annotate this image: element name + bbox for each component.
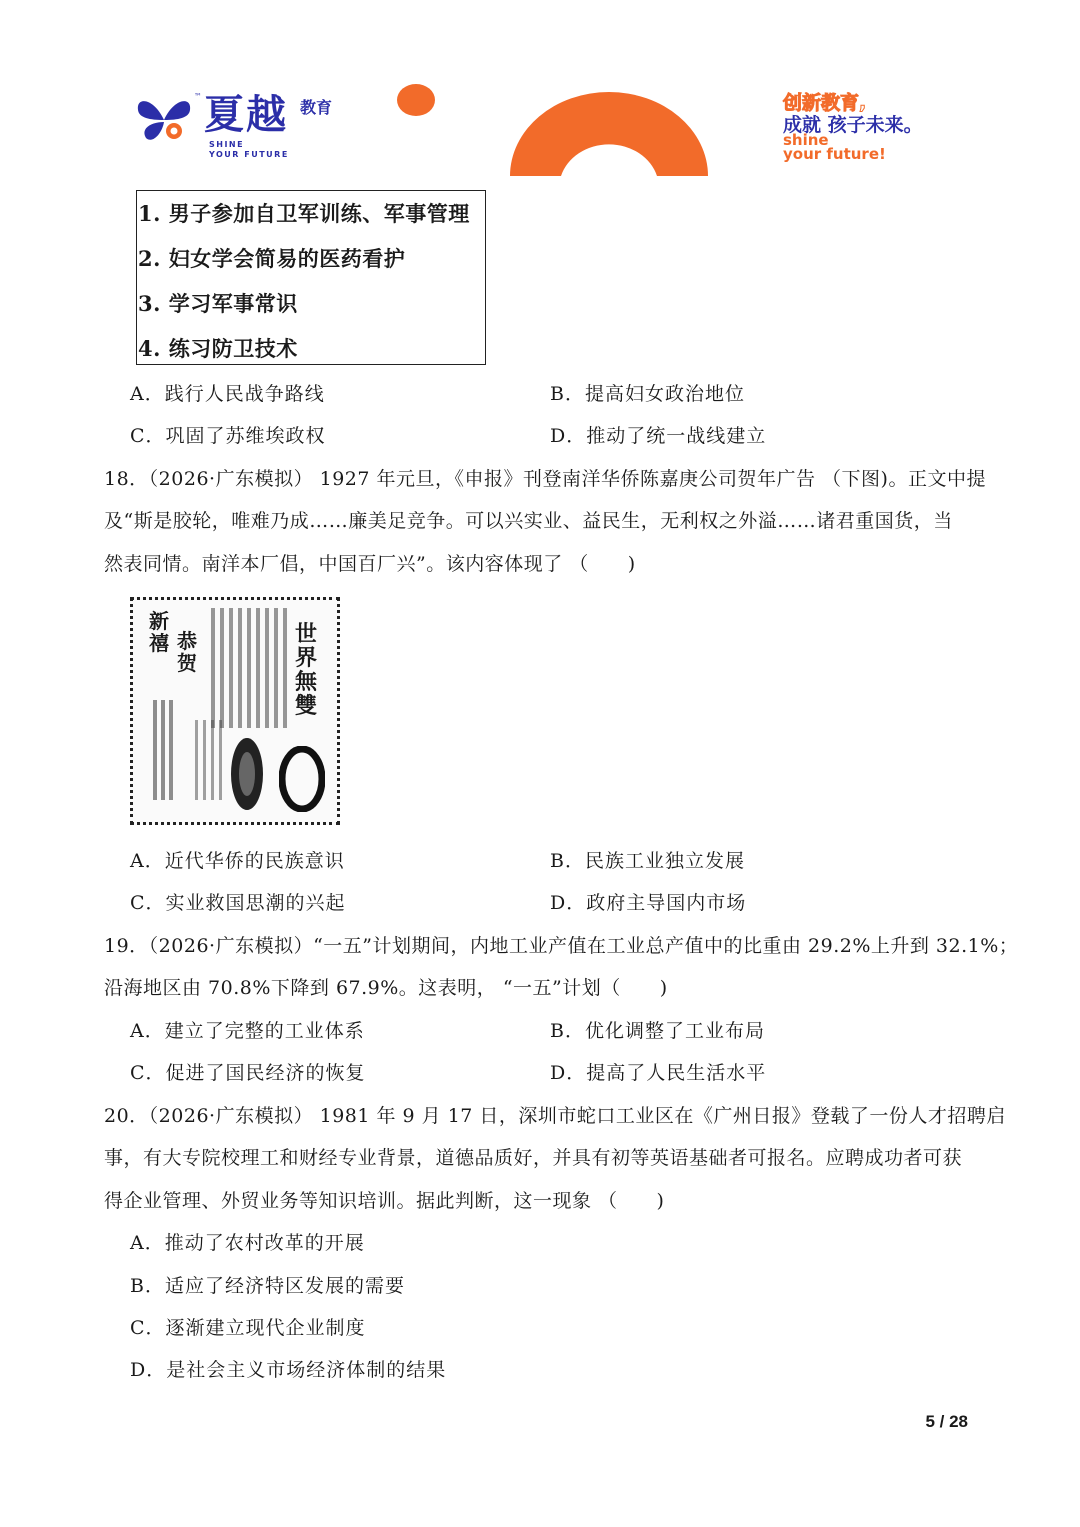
q19-stem-line: 19．（2026·广东模拟）“一五”计划期间，内地工业产值在工业总产值中的比重由 29.2%上升到 32.1%； bbox=[104, 935, 1019, 957]
logo-suffix: 教育 bbox=[300, 98, 333, 117]
newspaper-text-left-mid: 恭贺 bbox=[177, 629, 197, 675]
tire-ring-icon bbox=[279, 746, 325, 812]
q17-box-item: 3. 学习军事常识 bbox=[138, 291, 298, 316]
q20-option-d bbox=[130, 1358, 446, 1382]
butterfly-logo-icon bbox=[134, 94, 194, 144]
option-letter: B． bbox=[130, 1275, 165, 1297]
q18-stem-line: 及“斯是胶轮，唯难乃成……廉美足竞争。可以兴实业、益民生，无利权之外溢……诸君重国货，当 bbox=[104, 510, 953, 532]
q18-option-a bbox=[130, 849, 345, 873]
q18-option-b bbox=[550, 849, 745, 873]
option-text: 是社会主义市场经济体制的结果 bbox=[166, 1359, 447, 1381]
q19-option-a bbox=[130, 1019, 365, 1043]
option-text: 推动了统一战线建立 bbox=[586, 425, 767, 447]
option-text: 建立了完整的工业体系 bbox=[164, 1020, 365, 1042]
q19-option-b bbox=[550, 1019, 765, 1043]
slogan-line1: 创新教育, bbox=[783, 92, 867, 114]
q17-option-a bbox=[130, 382, 325, 406]
q17-box-item: 2. 妇女学会简易的医药看护 bbox=[138, 246, 406, 271]
decor-orange-dot-icon bbox=[396, 82, 436, 118]
q18-stem-line: 18．（2026·广东模拟） 1927 年元旦，《申报》刊登南洋华侨陈嘉庚公司贺年广告 （下图)。正文中提 bbox=[104, 468, 986, 490]
logo-name: 夏越 bbox=[204, 92, 288, 138]
q20-stem-line: 事，有大专院校理工和财经专业背景，道德品质好，并具有初等英语基础者可报名。应聘成功者可获 bbox=[104, 1147, 963, 1169]
newspaper-ad-image bbox=[130, 597, 340, 825]
q19-option-d bbox=[550, 1061, 766, 1085]
q18-option-c bbox=[130, 891, 346, 915]
q20-option-b bbox=[130, 1274, 405, 1298]
q18-stem-line: 然表同情。南洋本厂倡，中国百厂兴”。该内容体现了 （ ) bbox=[104, 553, 636, 575]
option-letter: C． bbox=[130, 892, 166, 914]
option-letter: A． bbox=[130, 850, 165, 872]
option-letter: A． bbox=[130, 383, 165, 405]
q17-option-b bbox=[550, 382, 745, 406]
option-letter: D． bbox=[550, 1062, 587, 1084]
option-letter: C． bbox=[130, 1317, 166, 1339]
option-text: 政府主导国内市场 bbox=[586, 892, 747, 914]
q17-box-item: 1. 男子参加自卫军训练、军事管理 bbox=[138, 201, 470, 226]
q20-option-c bbox=[130, 1316, 366, 1340]
q20-stem-line: 20．（2026·广东模拟） 1981 年 9 月 17 日，深圳市蛇口工业区在《广州日报》登载了一份人才招聘启 bbox=[104, 1105, 1006, 1127]
q19-stem-line: 沿海地区由 70.8%下降到 67.9%。这表明， “一五”计划（ ) bbox=[104, 977, 668, 999]
q18-option-d bbox=[550, 891, 746, 915]
option-letter: B． bbox=[550, 1020, 585, 1042]
option-text: 提高了人民生活水平 bbox=[586, 1062, 767, 1084]
option-text: 推动了农村改革的开展 bbox=[164, 1232, 365, 1254]
option-letter: A． bbox=[130, 1232, 165, 1254]
newspaper-print-columns bbox=[153, 700, 173, 800]
option-letter: D． bbox=[550, 892, 587, 914]
q17-option-d bbox=[550, 424, 766, 448]
header bbox=[0, 0, 1080, 185]
option-letter: C． bbox=[130, 1062, 166, 1084]
slogan-line3: shine bbox=[783, 131, 829, 149]
q17-box-item: 4. 练习防卫技术 bbox=[138, 336, 298, 361]
q20-stem-line: 得企业管理、外贸业务等知识培训。据此判断，这一现象 （ ) bbox=[104, 1190, 665, 1212]
option-letter: D． bbox=[550, 425, 587, 447]
option-text: 逐渐建立现代企业制度 bbox=[165, 1317, 366, 1339]
decor-orange-arch-icon bbox=[510, 92, 708, 176]
logo-en-line2: YOUR FUTURE bbox=[209, 150, 289, 159]
option-text: 优化调整了工业布局 bbox=[584, 1020, 765, 1042]
option-letter: B． bbox=[550, 850, 585, 872]
slogan-line4: your future! bbox=[783, 145, 886, 163]
option-letter: C． bbox=[130, 425, 166, 447]
logo-en-line1: SHINE bbox=[209, 140, 245, 149]
newspaper-text-title: 世界無雙 bbox=[295, 621, 318, 719]
q17-option-c bbox=[130, 424, 326, 448]
option-letter: B． bbox=[550, 383, 585, 405]
q20-option-a bbox=[130, 1231, 365, 1255]
option-text: 实业救国思潮的兴起 bbox=[165, 892, 346, 914]
tire-drawing-icon bbox=[229, 736, 265, 812]
option-text: 促进了国民经济的恢复 bbox=[165, 1062, 366, 1084]
logo-tm: ™ bbox=[194, 92, 202, 101]
slogan-line2: 成就 孩子未来。 bbox=[783, 114, 923, 136]
option-text: 民族工业独立发展 bbox=[584, 850, 745, 872]
option-letter: D． bbox=[130, 1359, 167, 1381]
q19-option-c bbox=[130, 1061, 366, 1085]
page-number: 5 / 28 bbox=[925, 1412, 968, 1431]
option-letter: A． bbox=[130, 1020, 165, 1042]
option-text: 提高妇女政治地位 bbox=[584, 383, 745, 405]
option-text: 巩固了苏维埃政权 bbox=[165, 425, 326, 447]
newspaper-print-columns bbox=[195, 720, 225, 800]
newspaper-text-left-top: 新禧 bbox=[149, 609, 169, 655]
newspaper-print-columns bbox=[211, 608, 291, 728]
option-text: 践行人民战争路线 bbox=[164, 383, 325, 405]
option-text: 适应了经济特区发展的需要 bbox=[164, 1275, 405, 1297]
option-text: 近代华侨的民族意识 bbox=[164, 850, 345, 872]
